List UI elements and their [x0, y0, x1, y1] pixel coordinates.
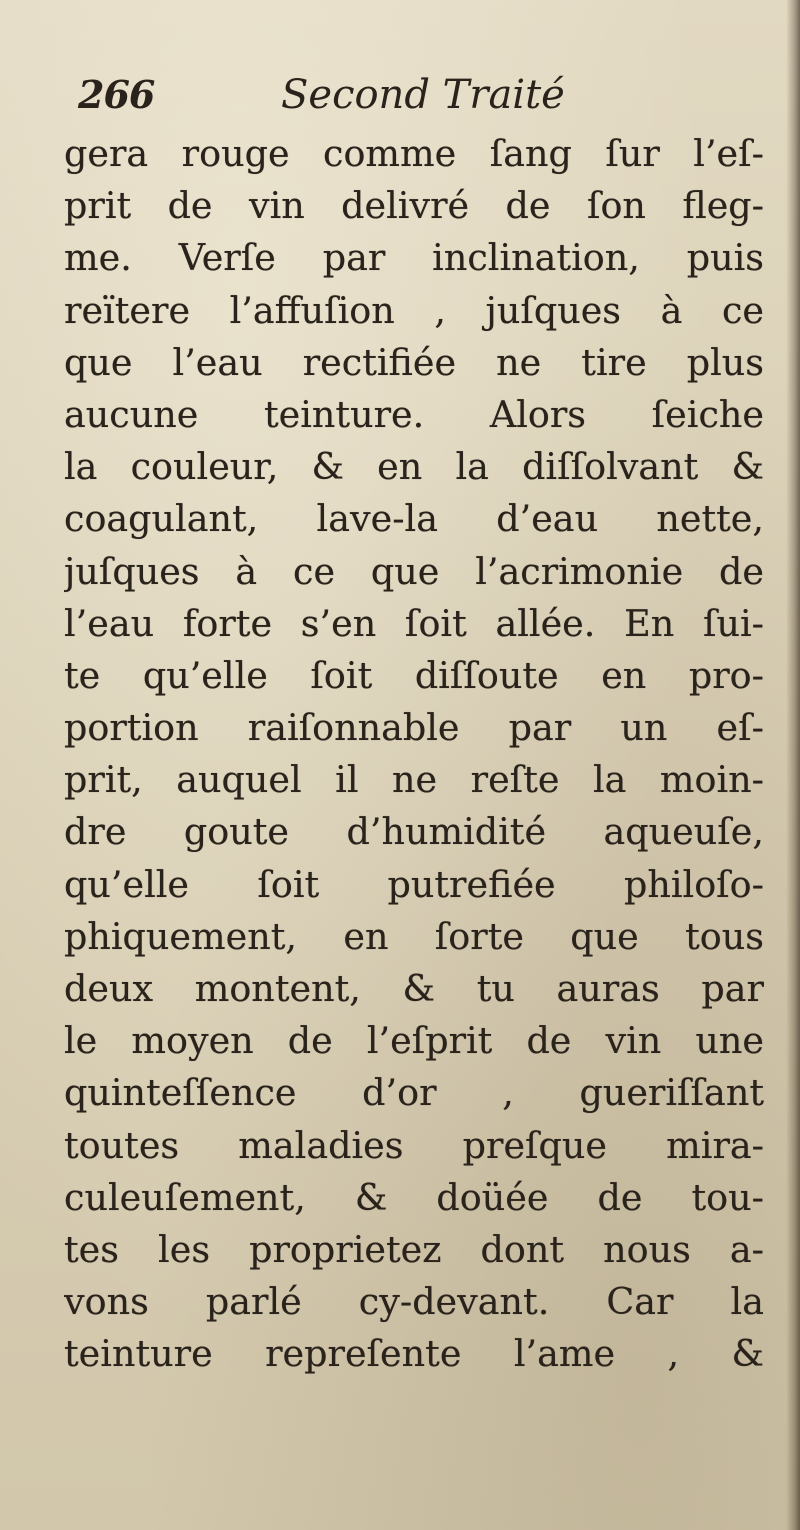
text-line: reïtere l’affuſion , juſques à ce [64, 288, 764, 332]
page-header [78, 72, 738, 122]
body-text [64, 128, 764, 1381]
text-line: prit de vin delivré de ſon fleg- [64, 184, 764, 228]
text-line: dre goute d’humidité aqueuſe, [64, 810, 764, 854]
text-line: me. Verſe par inclination, puis [64, 236, 764, 280]
text-line: juſques à ce que l’acrimonie de [64, 549, 764, 593]
text-line: prit, auquel il ne reſte la moin- [64, 758, 764, 802]
text-line: l’eau forte s’en ſoit allée. En ſui- [64, 601, 764, 645]
text-line: quinteſſence d’or , gueriſſant [64, 1071, 764, 1115]
text-line: phiquement, en ſorte que tous [64, 914, 764, 958]
text-line: le moyen de l’eſprit de vin une [64, 1019, 764, 1063]
text-line: toutes maladies preſque mira- [64, 1123, 764, 1167]
text-line: tes les proprietez dont nous a- [64, 1227, 764, 1271]
page-number: 266 [78, 72, 155, 117]
text-line: te qu’elle ſoit diſſoute en pro- [64, 653, 764, 697]
text-line: la couleur, & en la diſſolvant & [64, 445, 764, 489]
running-title: Second Traité [281, 72, 565, 118]
text-line: deux montent, & tu auras par [64, 967, 764, 1010]
text-line: coagulant, lave-la d’eau nette, [64, 497, 764, 541]
text-line: vons parlé cy-devant. Car la [64, 1280, 764, 1324]
text-line: teinture repreſente l’ame , & [64, 1332, 764, 1376]
text-line: que l’eau rectifiée ne tire plus [64, 340, 764, 384]
page-gutter-shadow [786, 0, 800, 1530]
text-line: gera rouge comme ſang ſur l’eſ- [64, 132, 764, 175]
text-line: portion raiſonnable par un eſ- [64, 706, 764, 750]
text-line: culeuſement, & doüée de tou- [64, 1175, 764, 1219]
text-line: aucune teinture. Alors ſeiche [64, 392, 764, 436]
text-line: qu’elle ſoit putrefiée philoſo- [64, 862, 764, 906]
